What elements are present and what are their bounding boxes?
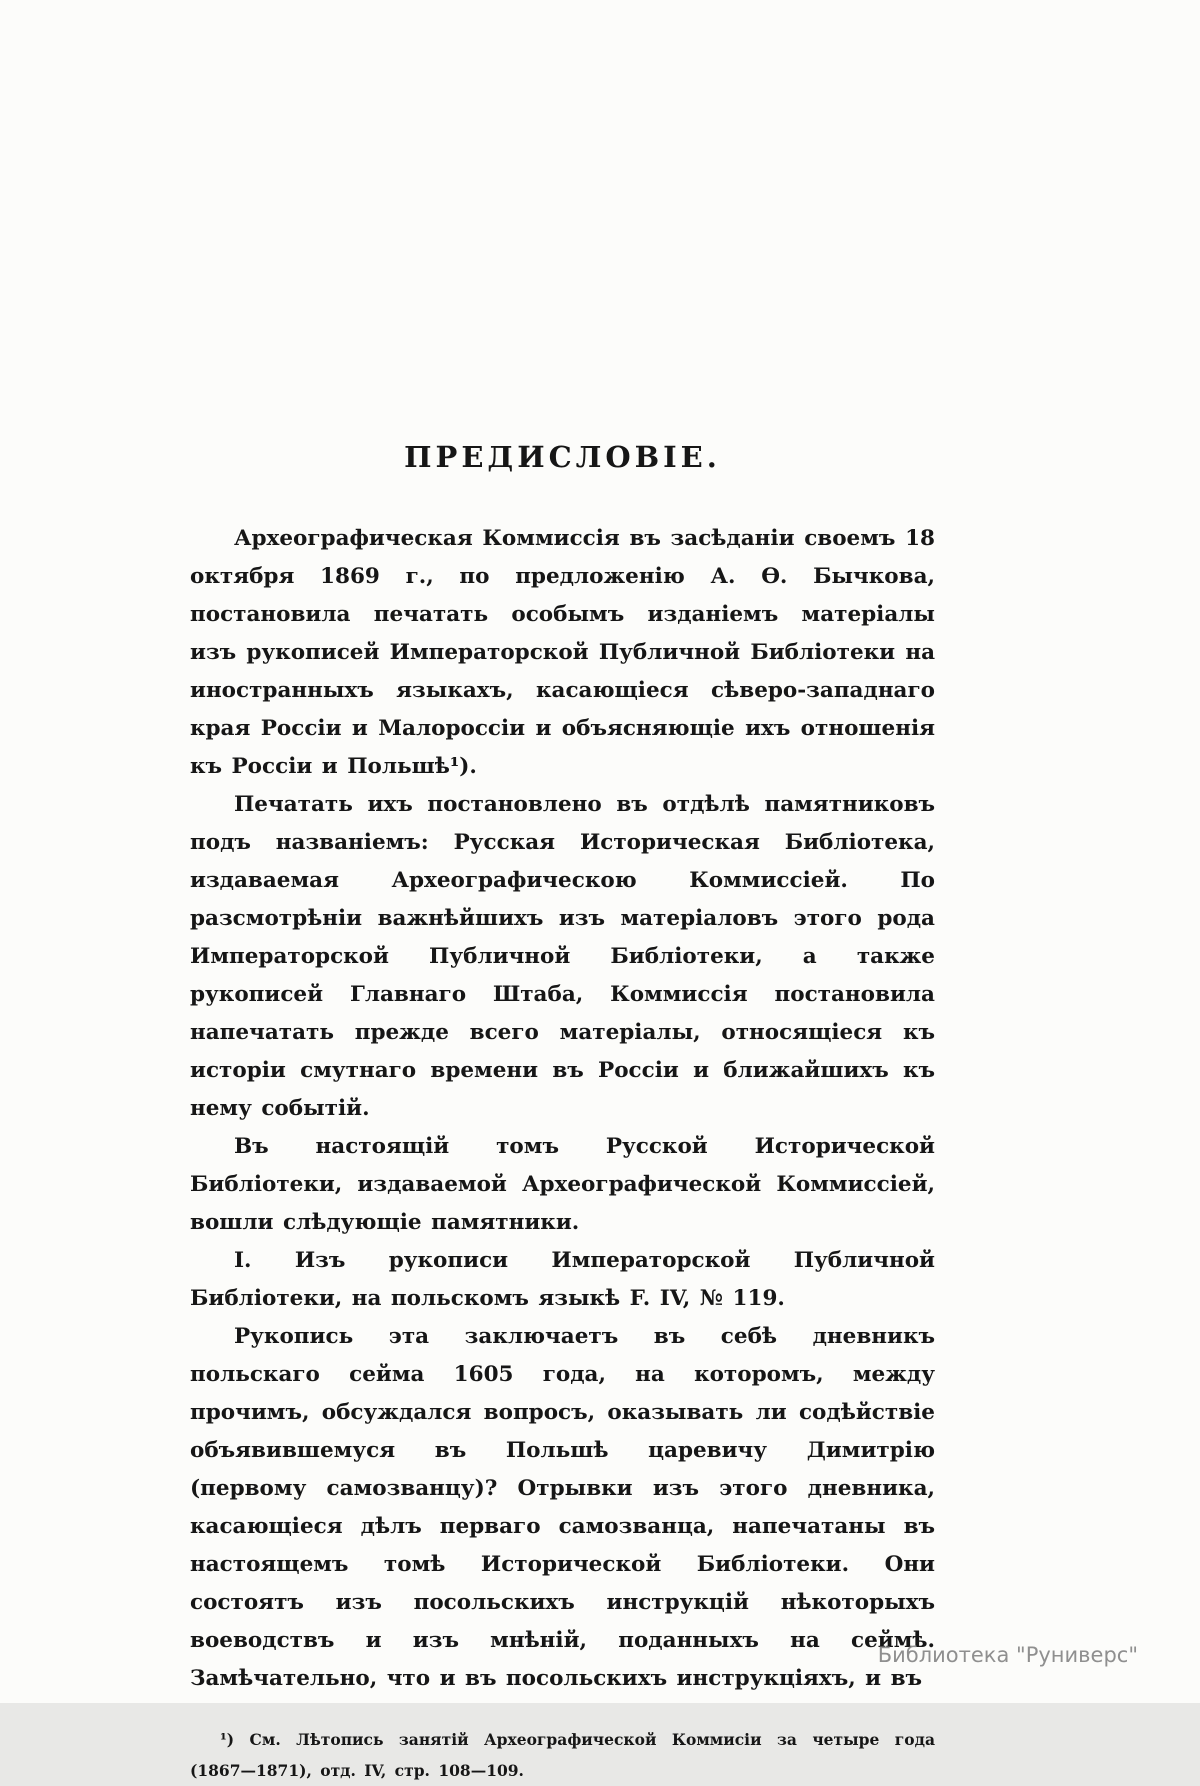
paragraph: Археографическая Коммиссія въ засѣданіи своемъ 18 октября 1869 г., по предложенію А. Ѳ. Бычкова, постановила печатать особымъ изданіемъ матеріалы изъ рукописей Императорской Публичной Библіотеки на иностранныхъ языкахъ, касающіеся сѣверо-западнаго края Россіи и Малороссіи и объясняющіе ихъ отношенія къ Россіи и Польшѣ¹). (190, 526, 935, 779)
paragraph: Рукопись эта заключаетъ въ себѣ дневникъ польскаго сейма 1605 года, на которомъ, между прочимъ, обсуждался вопросъ, оказывать ли содѣйствіе объявившемуся въ Польшѣ царевичу Димитрію (первому самозванцу)? Отрывки изъ этого дневника, касающіеся дѣлъ перваго самозванца, напечатаны въ настоящемъ томѣ Исторической Библіотеки. Они состоятъ изъ посольскихъ инструкцій нѣкоторыхъ воеводствъ и изъ мнѣній, поданныхъ на сеймѣ. Замѣчательно, что и въ посольскихъ инструкціяхъ, и въ (190, 1324, 935, 1691)
page-content (190, 440, 935, 1786)
body-text (190, 520, 935, 1698)
paragraph: I. Изъ рукописи Императорской Публичной Библіотеки, на польскомъ языкѣ F. IV, № 119. (190, 1248, 935, 1311)
watermark-label: Библиотека "Руниверс" (877, 1643, 1138, 1667)
paragraph: Печатать ихъ постановлено въ отдѣлѣ памятниковъ подъ названіемъ: Русская Историческая Библіотека, издаваемая Археографическою Коммиссіей. По разсмотрѣніи важнѣйшихъ изъ матеріаловъ этого рода Императорской Публичной Библіотеки, а также рукописей Главнаго Штаба, Коммиссія постановила напечатать прежде всего матеріалы, относящіеся къ исторіи смутнаго времени въ Россіи и ближайшихъ къ нему событій. (190, 792, 935, 1121)
page-title: ПРЕДИСЛОВІЕ. (404, 440, 721, 474)
footnote: ¹) См. Лѣтопись занятій Археографической Коммисіи за четыре года (1867—1871), отд. IV, стр. 108—109. (190, 1730, 935, 1780)
paragraph: Въ настоящій томъ Русской Исторической Библіотеки, издаваемой Археографической Коммиссіей, вошли слѣдующіе памятники. (190, 1134, 935, 1235)
